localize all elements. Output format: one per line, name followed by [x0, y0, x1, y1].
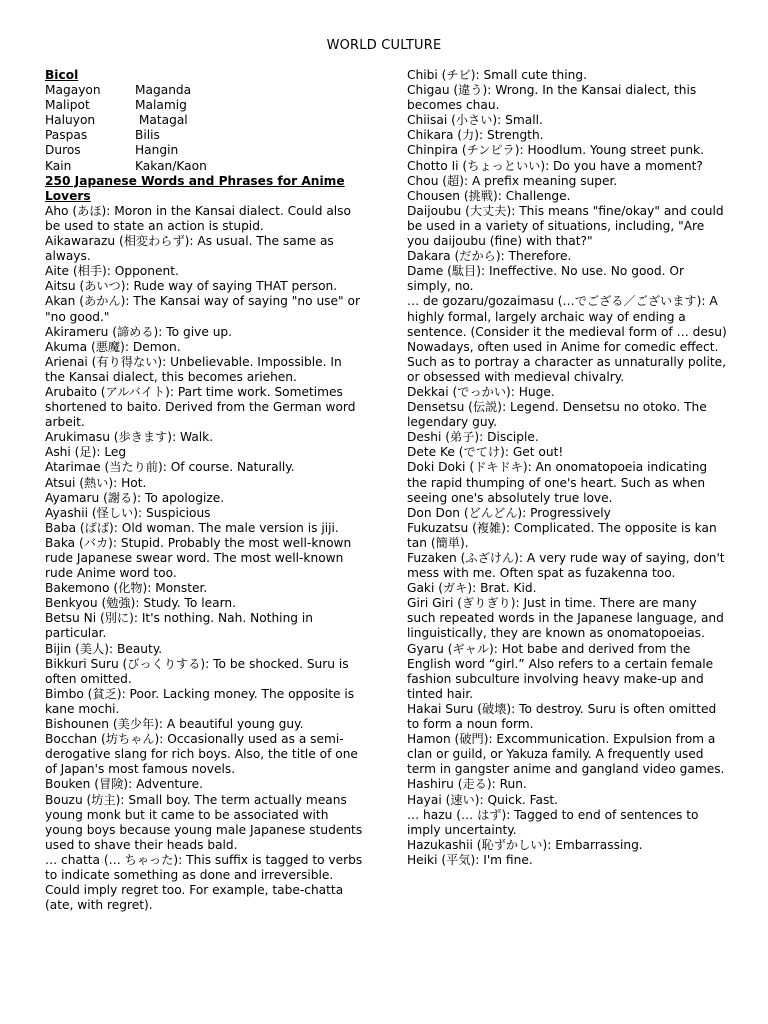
glossary-entry: Giri Giri (ぎりぎり): Just in time. There are many such repeated words in the Japanese language, and linguistically, they are known as onomatopoeias.	[407, 596, 724, 641]
glossary-entry: Bimbo (貧乏): Poor. Lacking money. The opposite is kane mochi.	[45, 686, 355, 716]
glossary-entry: Aikawarazu (相変わらず): As usual. The same as always.	[45, 234, 334, 264]
left-entry-list	[45, 204, 365, 913]
right-column	[407, 68, 727, 868]
glossary-entry: Hayai (速い): Quick. Fast.	[407, 792, 559, 807]
bicol-word-pair	[45, 83, 365, 98]
glossary-entry: Arubaito (アルバイト): Part time work. Sometimes shortened to baito. Derived from the German word arbeit.	[45, 384, 356, 430]
glossary-entry: Aitsu (あいつ): Rude way of saying THAT person.	[45, 279, 338, 294]
glossary-entry: Dete Ke (でてけ): Get out!	[407, 445, 564, 460]
glossary-entry: Akan (あかん): The Kansai way of saying "no use" or "no good."	[45, 294, 360, 324]
glossary-entry: Hazukashii (恥ずかしい): Embarrassing.	[407, 837, 643, 852]
japanese-words-heading: 250 Japanese Words and Phrases for Anime Lovers	[45, 173, 345, 203]
glossary-entry: Bakemono (化物): Monster.	[45, 581, 208, 596]
glossary-entry: Bouken (冒険): Adventure.	[45, 777, 204, 792]
glossary-entry: Betsu Ni (別に): It's nothing. Nah. Nothing in particular.	[45, 611, 314, 641]
glossary-entry: Hamon (破門): Excommunication. Expulsion from a clan or guild, or Yakuza family. A frequently used term in gangster anime and gangland video games.	[407, 732, 725, 777]
glossary-entry: Atsui (熱い): Hot.	[45, 475, 147, 490]
glossary-entry: Chibi (チビ): Small cute thing.	[407, 68, 588, 82]
bicol-word-pair	[45, 113, 365, 128]
glossary-entry: Fuzaken (ふざけん): A very rude way of saying, don't mess with me. Often spat as fuzakenna too.	[407, 551, 725, 581]
glossary-entry: Daijoubu (大丈夫): This means "fine/okay" and could be used in a variety of situations, including, "Are you daijoubu (fine) with that?"	[407, 203, 724, 249]
bicol-word: Haluyon	[45, 113, 96, 128]
bicol-word-pair	[45, 128, 365, 143]
glossary-entry: Baba (ばば): Old woman. The male version is jiji.	[45, 520, 339, 535]
glossary-entry: Chousen (挑戦): Challenge.	[407, 188, 571, 203]
glossary-entry: Chotto Ii (ちょっといい): Do you have a moment?	[407, 158, 703, 173]
bicol-word: Malipot	[45, 98, 90, 113]
tagalog-translation: Matagal	[135, 113, 188, 128]
bicol-word: Paspas	[45, 128, 88, 143]
glossary-entry: … hazu (… はず): Tagged to end of sentences to imply uncertainty.	[407, 807, 699, 837]
glossary-entry: Chinpira (チンピラ): Hoodlum. Young street punk.	[407, 143, 704, 158]
glossary-entry: Hakai Suru (破壊): To destroy. Suru is often omitted to form a noun form.	[407, 701, 717, 732]
bicol-heading: Bicol	[45, 68, 79, 82]
glossary-entry: Chou (超): A prefix meaning super.	[407, 173, 618, 188]
bicol-word-pair	[45, 159, 365, 174]
tagalog-translation: Kakan/Kaon	[135, 158, 207, 173]
bicol-word: Magayon	[45, 83, 101, 98]
glossary-entry: Heiki (平気): I'm fine.	[407, 852, 533, 867]
bicol-word: Kain	[45, 158, 72, 173]
glossary-entry: … chatta (… ちゃった): This suffix is tagged to verbs to indicate something as done and irreversible. Could imply regret too. For example, tabe-chatta (ate, with regret).	[45, 852, 363, 913]
glossary-entry: Dame (駄目): Ineffective. No use. No good. Or simply, no.	[407, 264, 684, 294]
glossary-entry: Dakara (だから): Therefore.	[407, 249, 572, 264]
glossary-entry: Atarimae (当たり前): Of course. Naturally.	[45, 460, 295, 475]
glossary-entry: Bocchan (坊ちゃん): Occasionally used as a semi-derogative slang for rich boys. Also, the title of one of Japan's most famous novels.	[45, 732, 358, 777]
glossary-entry: Arukimasu (歩きます): Walk.	[45, 430, 214, 445]
bicol-word-pair	[45, 143, 365, 158]
right-entry-list	[407, 68, 727, 868]
bicol-word: Duros	[45, 143, 81, 158]
glossary-entry: Deshi (弟子): Disciple.	[407, 430, 539, 445]
glossary-entry: Chigau (違う): Wrong. In the Kansai dialect, this becomes chau.	[407, 83, 697, 113]
bicol-word-pair	[45, 98, 365, 113]
bicol-word-list	[45, 83, 365, 174]
left-column	[45, 68, 365, 913]
glossary-entry: Benkyou (勉強): Study. To learn.	[45, 596, 236, 611]
glossary-entry: Doki Doki (ドキドキ): An onomatopoeia indicating the rapid thumping of one's heart. Such as when seeing one's absolutely true love.	[407, 460, 708, 505]
tagalog-translation: Malamig	[135, 98, 187, 113]
glossary-entry: Densetsu (伝説): Legend. Densetsu no otoko. The legendary guy.	[407, 400, 707, 430]
glossary-entry: Chikara (力): Strength.	[407, 128, 544, 143]
glossary-entry: Don Don (どんどん): Progressively	[407, 505, 611, 520]
glossary-entry: Arienai (有り得ない): Unbelievable. Impossible. In the Kansai dialect, this becomes ariehen.	[45, 354, 342, 384]
glossary-entry: Fukuzatsu (複雑): Complicated. The opposite is kan tan (簡単).	[407, 520, 717, 550]
tagalog-translation: Bilis	[135, 128, 160, 143]
glossary-entry: Aite (相手): Opponent.	[45, 264, 179, 279]
glossary-entry: Ashi (足): Leg	[45, 445, 127, 460]
glossary-entry: Bouzu (坊主): Small boy. The term actually means young monk but it came to be associated with young boys because young male Japanese students used to shave their heads bald.	[45, 792, 363, 852]
glossary-entry: Gaki (ガキ): Brat. Kid.	[407, 581, 537, 596]
tagalog-translation: Hangin	[135, 143, 179, 158]
glossary-entry: Dekkai (でっかい): Huge.	[407, 384, 555, 399]
page-title: WORLD CULTURE	[326, 38, 442, 53]
glossary-entry: Gyaru (ギャル): Hot babe and derived from the English word “girl.” Also refers to a certain female fashion subculture involving heavy make-up and tinted hair.	[407, 641, 714, 701]
glossary-entry: Chiisai (小さい): Small.	[407, 113, 543, 128]
glossary-entry: Hashiru (走る): Run.	[407, 777, 527, 792]
tagalog-translation: Maganda	[135, 83, 192, 98]
glossary-entry: Ayashii (怪しい): Suspicious	[45, 505, 211, 520]
glossary-entry: Bishounen (美少年): A beautiful young guy.	[45, 717, 304, 732]
glossary-entry: Bikkuri Suru (びっくりする): To be shocked. Suru is often omitted.	[45, 656, 349, 686]
glossary-entry: Bijin (美人): Beauty.	[45, 641, 163, 656]
glossary-entry: Akuma (悪魔): Demon.	[45, 339, 181, 354]
glossary-entry: … de gozaru/gozaimasu (…でござる／ございます): A highly formal, largely archaic way of ending a sentence. (Consider it the medieval form of … desu) Nowadays, often used in Anime for comedic effect. Such as to portray a character as unnaturally polite, or obsessed with medieval chivalry.	[407, 294, 727, 384]
glossary-entry: Baka (バカ): Stupid. Probably the most well-known rude Japanese swear word. The most well-known rude Anime word too.	[45, 535, 352, 581]
glossary-entry: Ayamaru (謝る): To apologize.	[45, 490, 225, 505]
glossary-entry: Akirameru (諦める): To give up.	[45, 324, 233, 339]
glossary-entry: Aho (あほ): Moron in the Kansai dialect. Could also be used to state an action is stupid.	[45, 203, 351, 233]
